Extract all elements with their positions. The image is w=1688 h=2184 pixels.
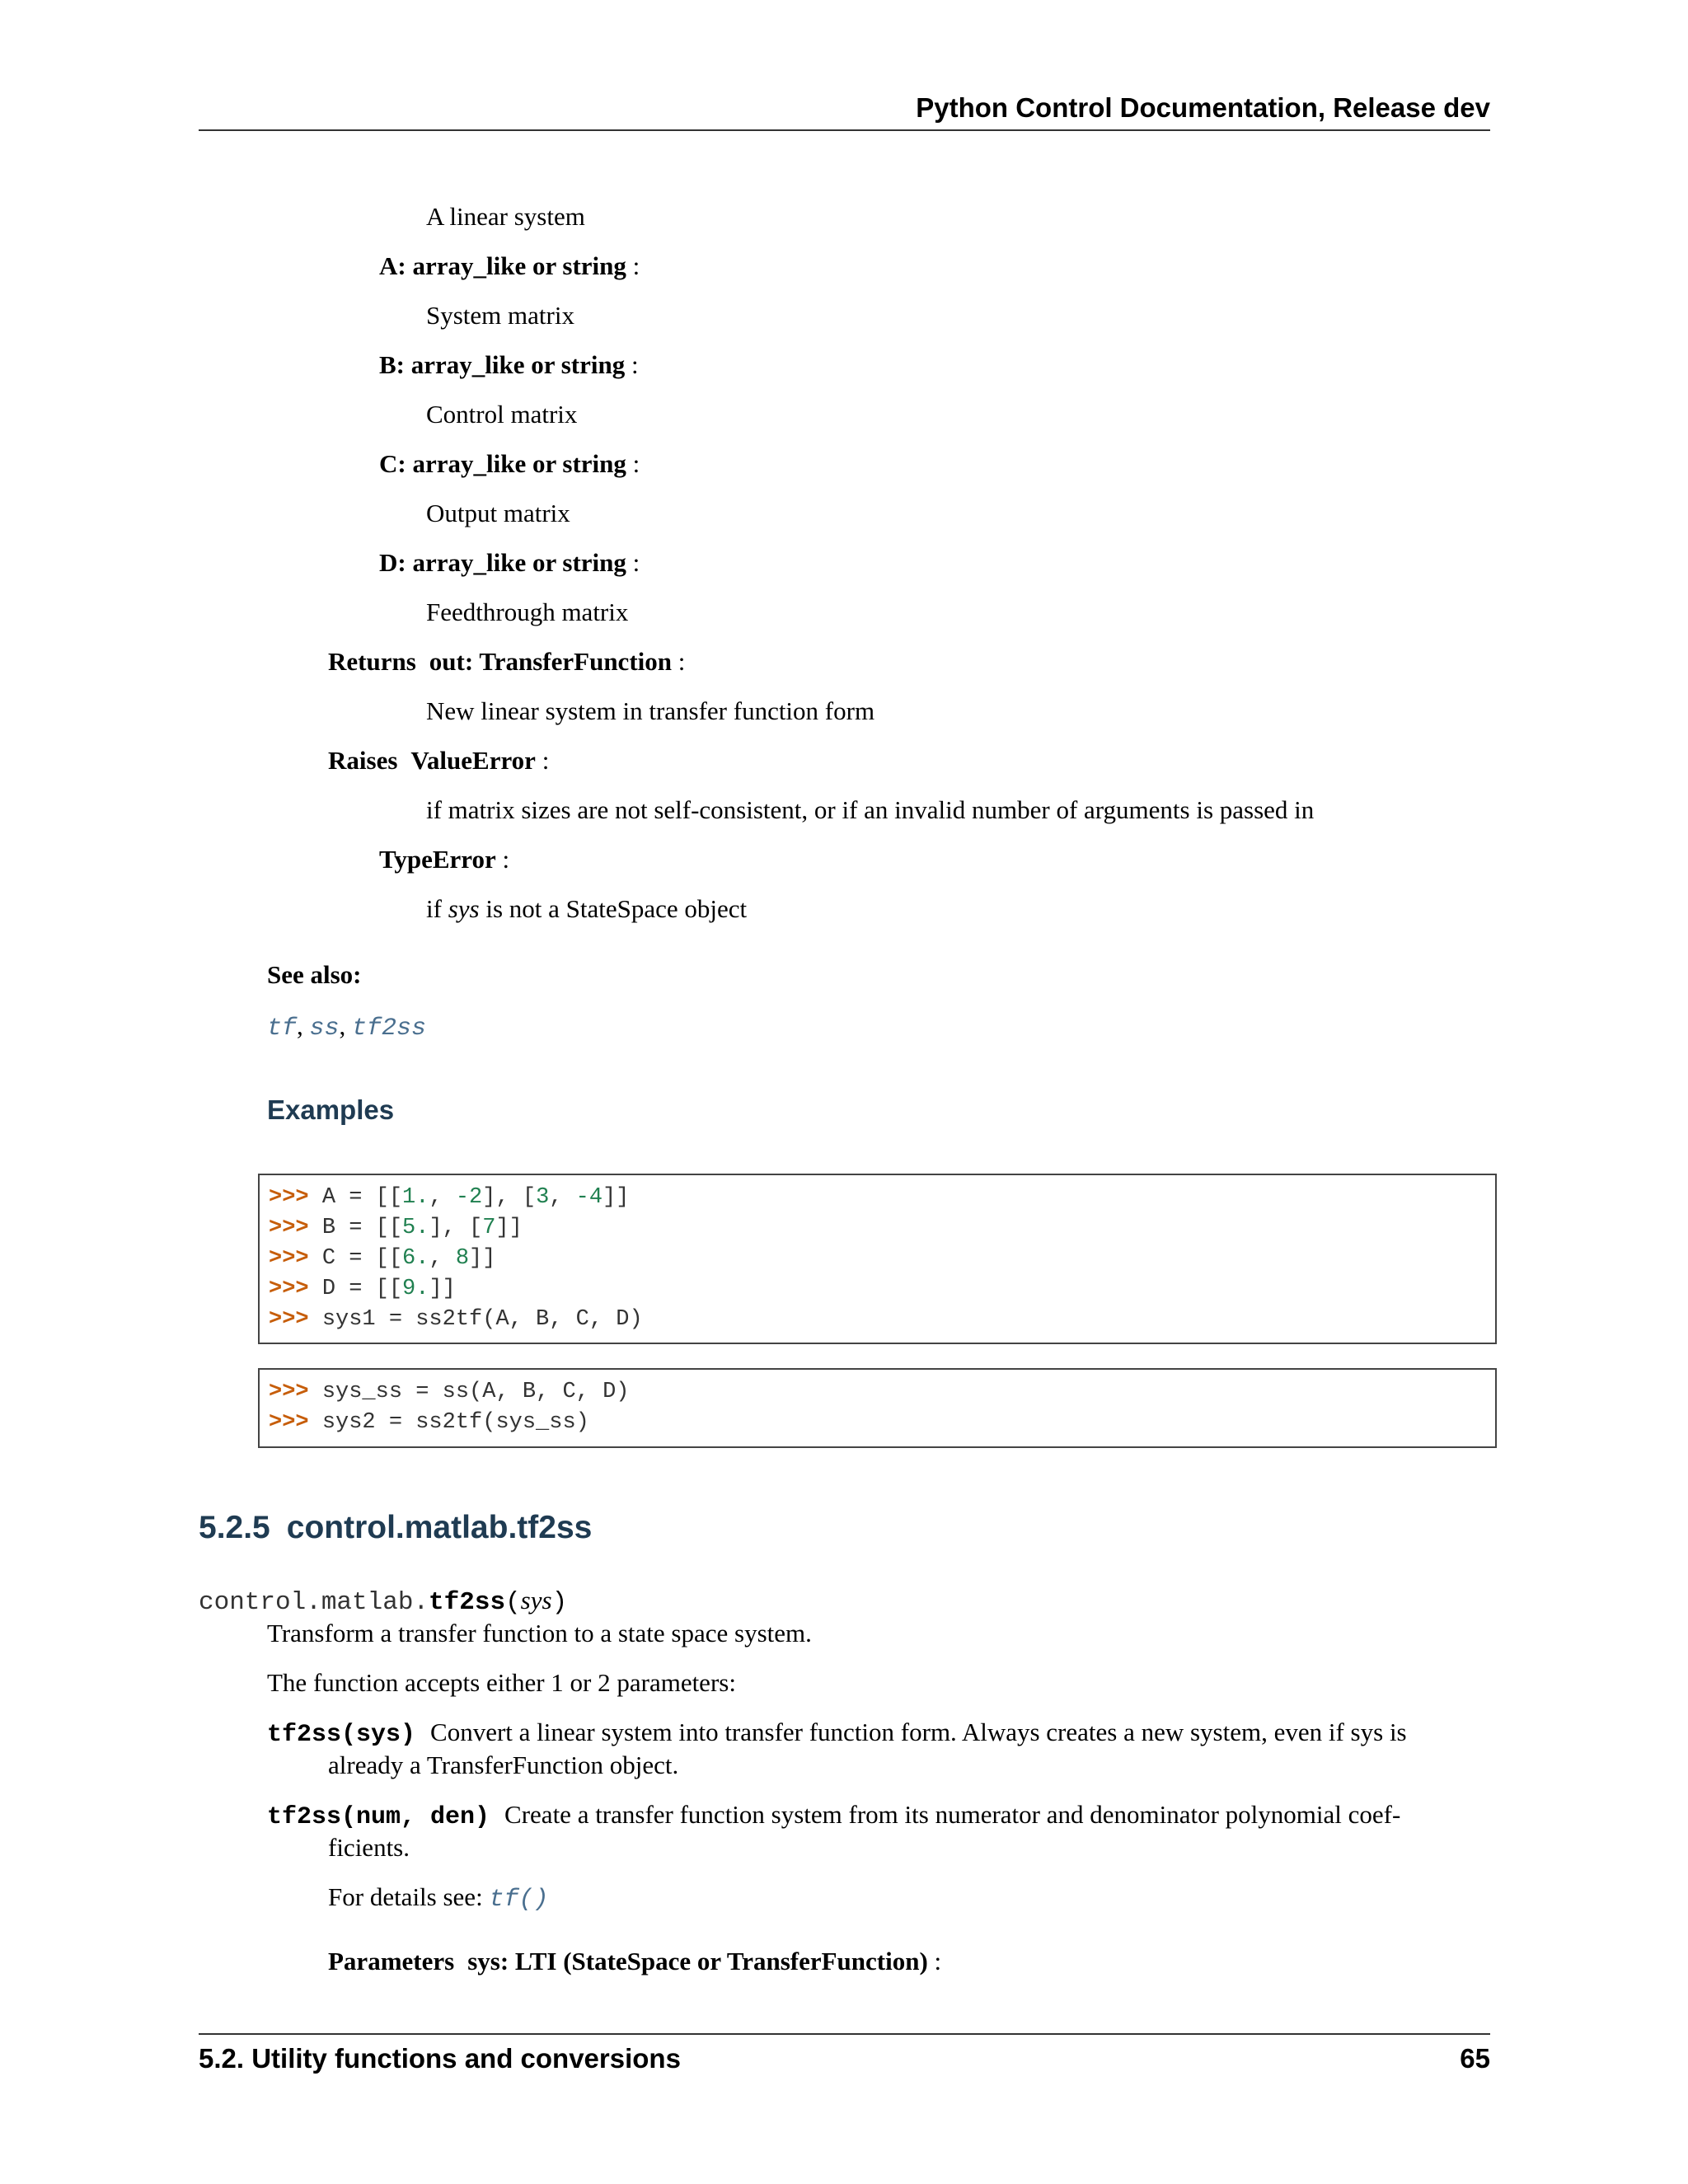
prompt: >>> <box>269 1216 322 1240</box>
code-line <box>269 1213 1486 1244</box>
signature-name: tf2ss <box>429 1588 506 1617</box>
item2-code: tf2ss(num, den) <box>267 1803 490 1831</box>
colon: : <box>927 1947 942 1975</box>
code-number: 7 <box>482 1216 496 1240</box>
details-row <box>328 1881 548 1916</box>
param-D-label: D: array_like or string <box>379 548 626 577</box>
see-also-text: See also: <box>267 960 362 989</box>
code-text: ], [ <box>482 1185 537 1210</box>
details-label: For details see: <box>328 1882 490 1911</box>
paren: ) <box>551 1588 568 1617</box>
colon: : <box>495 845 510 874</box>
returns-row <box>328 645 685 678</box>
code-text: , <box>549 1185 576 1210</box>
returns-label: Returns <box>328 647 416 676</box>
code-number: 1. <box>402 1185 429 1210</box>
item2-cont: ficients. <box>328 1833 410 1862</box>
see-also-links <box>267 1010 426 1045</box>
signature-module: control.matlab. <box>199 1588 429 1617</box>
colon: : <box>625 350 639 379</box>
prompt: >>> <box>269 1185 322 1210</box>
signature-arg: sys <box>520 1586 552 1615</box>
code-text: ], [ <box>429 1216 483 1240</box>
section-number: 5.2.5 <box>199 1510 270 1545</box>
colon: : <box>672 647 686 676</box>
code-number: 3 <box>536 1185 550 1210</box>
param-D <box>379 546 640 579</box>
code-number: -2 <box>455 1185 483 1210</box>
link-tf-func[interactable]: tf() <box>489 1886 549 1914</box>
prompt: >>> <box>269 1410 322 1435</box>
code-text: ]] <box>429 1277 456 1301</box>
code-line <box>269 1274 1486 1305</box>
item1-text: Convert a linear system into transfer function form. Always creates a new system, even if sys is <box>430 1718 1407 1746</box>
code-text: sys1 = ss2tf(A, B, C, D) <box>321 1307 643 1332</box>
prompt: >>> <box>269 1246 322 1271</box>
param-C-desc: Output matrix <box>426 499 570 527</box>
code-line <box>269 1377 1486 1408</box>
code-text: sys_ss = ss(A, B, C, D) <box>321 1380 630 1404</box>
param-A <box>379 250 640 283</box>
param-C-label: C: array_like or string <box>379 449 626 478</box>
section-title: control.matlab.tf2ss <box>286 1510 593 1545</box>
accepts-text: The function accepts either 1 or 2 parameters: <box>267 1668 736 1697</box>
returns-desc: New linear system in transfer function form <box>426 696 875 725</box>
code-text: ]] <box>495 1216 523 1240</box>
param-B-desc: Control matrix <box>426 400 578 429</box>
summary: Transform a transfer function to a state space system. <box>267 1619 812 1647</box>
code-block-2 <box>258 1368 1497 1448</box>
code-number: 9. <box>402 1277 429 1301</box>
param-D-desc: Feedthrough matrix <box>426 598 629 626</box>
parameters-label: Parameters <box>328 1947 455 1975</box>
code-text: , <box>429 1185 456 1210</box>
code-line <box>269 1183 1486 1213</box>
param-C <box>379 448 640 480</box>
param-A-label: A: array_like or string <box>379 251 626 280</box>
raises-row <box>328 744 549 777</box>
colon: : <box>626 251 640 280</box>
code-text: A = [[ <box>321 1185 403 1210</box>
section-heading <box>199 1510 592 1546</box>
colon: : <box>535 746 550 775</box>
header-rule <box>199 129 1490 131</box>
item2-text: Create a transfer function system from its numerator and denominator polynomial coef- <box>504 1800 1401 1829</box>
raises-desc-typeerror <box>426 893 747 926</box>
paren: ( <box>505 1588 521 1617</box>
code-text: ]] <box>603 1185 630 1210</box>
running-header: Python Control Documentation, Release dev <box>916 92 1490 123</box>
item1-cont: already a TransferFunction object. <box>328 1750 679 1779</box>
footer-section: 5.2. Utility functions and conversions <box>199 2043 681 2074</box>
code-text: ]] <box>469 1246 496 1271</box>
raises-field-valueerror: ValueError <box>410 746 536 775</box>
see-also-label <box>267 958 362 991</box>
colon: : <box>626 449 640 478</box>
code-text: B = [[ <box>321 1216 403 1240</box>
prompt: >>> <box>269 1307 322 1332</box>
code-number: -4 <box>575 1185 603 1210</box>
code-number: 5. <box>402 1216 429 1240</box>
param-A-desc: System matrix <box>426 301 574 330</box>
item1 <box>267 1716 1407 1751</box>
item1-code: tf2ss(sys) <box>267 1721 416 1749</box>
text: is not a StateSpace object <box>479 894 748 923</box>
code-number: 6. <box>402 1246 429 1271</box>
code-text: C = [[ <box>321 1246 403 1271</box>
examples-heading: Examples <box>267 1094 395 1125</box>
param-B-label: B: array_like or string <box>379 350 626 379</box>
parameters-row <box>328 1945 941 1978</box>
raises-desc-valueerror: if matrix sizes are not self-consistent, or if an invalid number of arguments is passed in <box>426 795 1315 824</box>
link-tf[interactable]: tf <box>267 1015 298 1043</box>
separator: , <box>339 1011 353 1040</box>
prompt: >>> <box>269 1277 322 1301</box>
separator: , <box>297 1011 310 1040</box>
raises-field-typeerror: TypeError <box>379 845 496 874</box>
code-number: 8 <box>455 1246 470 1271</box>
footer-rule <box>199 2033 1490 2035</box>
code-text: sys2 = ss2tf(sys_ss) <box>321 1410 589 1435</box>
item2 <box>267 1798 1400 1834</box>
sys-emphasis: sys <box>448 894 480 923</box>
code-block-1 <box>258 1174 1497 1344</box>
param-B <box>379 349 639 382</box>
code-line <box>269 1305 1486 1335</box>
link-tf2ss[interactable]: tf2ss <box>352 1015 427 1043</box>
code-text: D = [[ <box>321 1277 403 1301</box>
param-sys-desc: A linear system <box>426 202 585 231</box>
code-line <box>269 1244 1486 1274</box>
returns-field: out: TransferFunction <box>429 647 672 676</box>
prompt: >>> <box>269 1380 322 1404</box>
function-signature <box>199 1584 567 1619</box>
page-number: 65 <box>1460 2043 1490 2074</box>
colon: : <box>626 548 640 577</box>
link-ss[interactable]: ss <box>309 1015 340 1043</box>
raises-label: Raises <box>328 746 398 775</box>
code-text: , <box>429 1246 456 1271</box>
code-line <box>269 1408 1486 1438</box>
parameters-field: sys: LTI (StateSpace or TransferFunction) <box>467 1947 928 1975</box>
text: if <box>426 894 448 923</box>
raises-typeerror <box>379 843 509 876</box>
